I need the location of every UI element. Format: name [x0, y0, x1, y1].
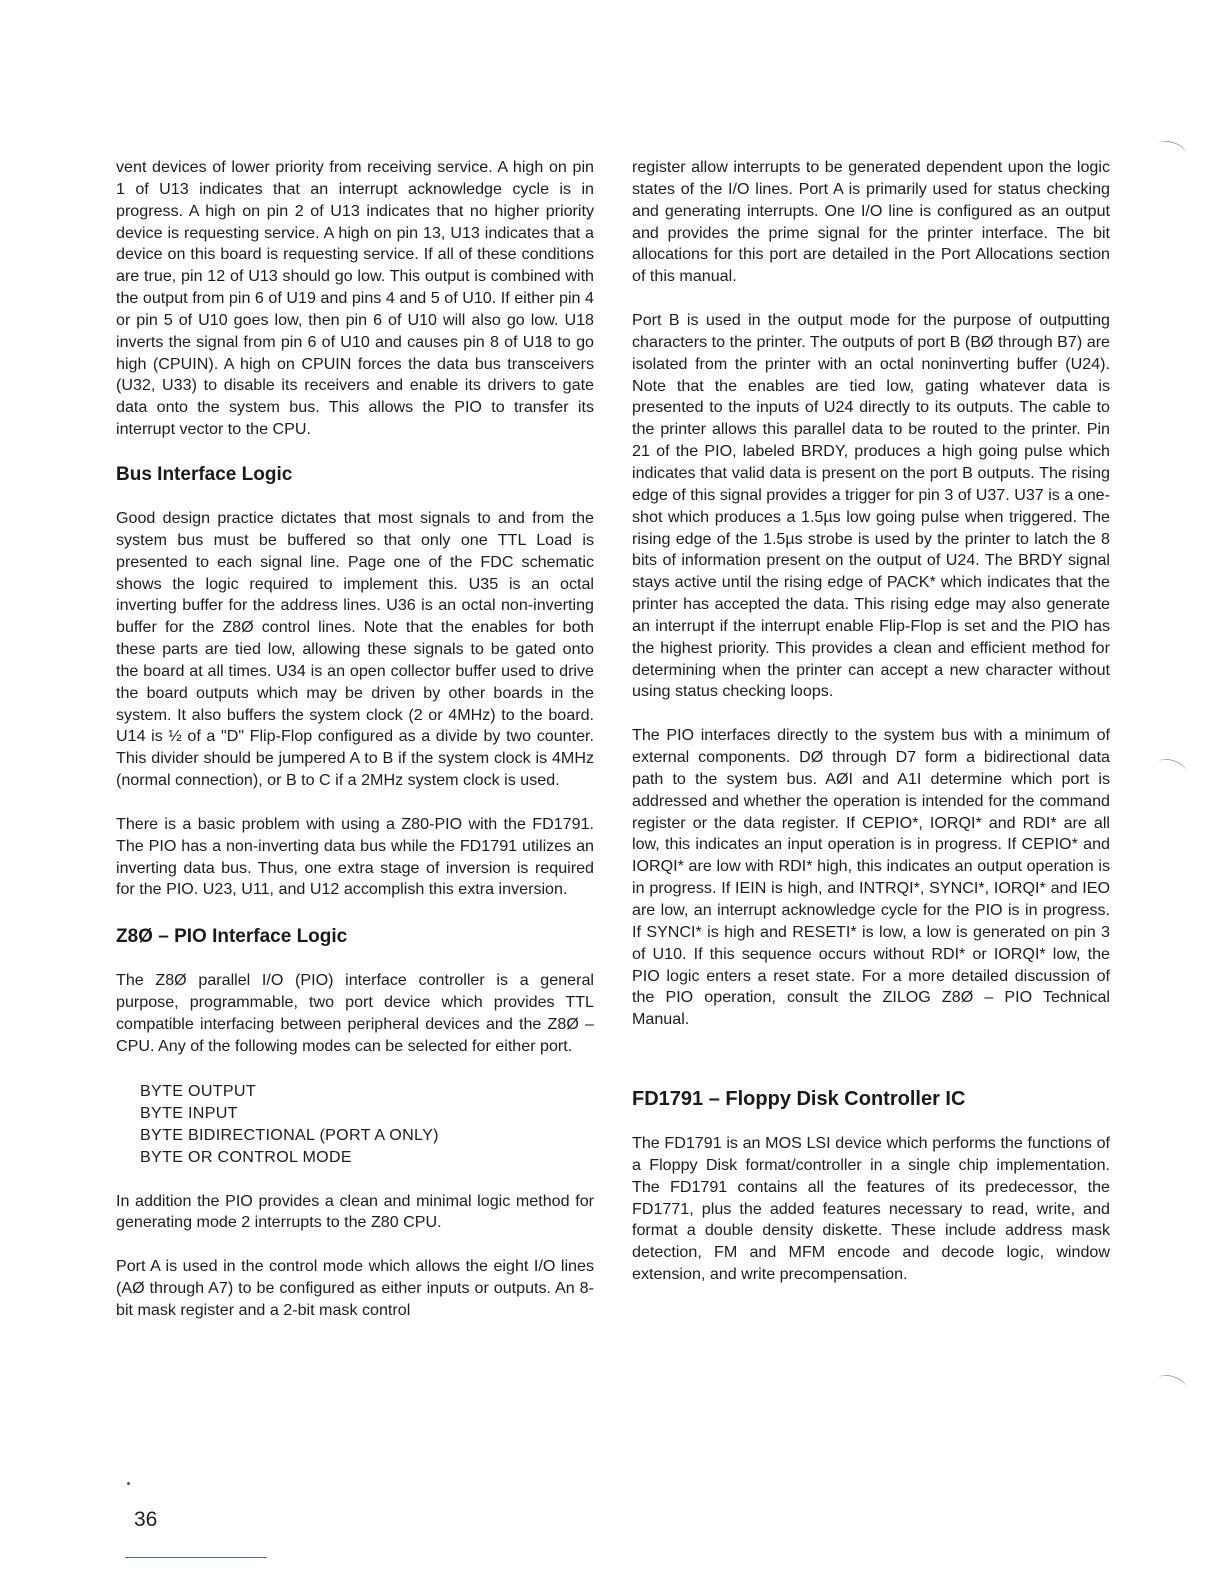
footer-rule [125, 1557, 267, 1558]
binder-hole-mark [1157, 756, 1188, 777]
paragraph-pio-system-bus: The PIO interfaces directly to the system bus with a minimum of external components. DØ through D7 form a bidirectional data path to the system bus. AØI and A1I determine which port is addressed and whether the operation is intended for the command register or the data register. If CEPIO*, IORQI* and RDI* are all low, this indicates an input operation is in progress. If CEPIO* and IORQI* are low with RDI* high, this indicates an output operation is in progress. If IEIN is high, and INTRQI*, SYNCI*, IORQI* and IEO are low, an interrupt acknowledge cycle for the PIO is in progress. If SYNCI* is high and RESETI* is low, a low is generated on pin 3 of U10. If this sequence occurs without RDI* or IORQI* low, the PIO logic enters a reset state. For a more detailed discussion of the PIO operation, consult the ZILOG Z8Ø – PIO Technical Manual. [632, 726, 1110, 1029]
paragraph-port-a: Port A is used in the control mode which allows the eight I/O lines (AØ through A7) to be configured as either inputs or outputs. An 8-bit mask register and a 2-bit mask control [116, 1257, 594, 1319]
paragraph-interrupt-priority: vent devices of lower priority from receiving service. A high on pin 1 of U13 indicates that an interrupt acknowledge cycle is in progress. A high on pin 2 of U13 indicates that no higher priority device is requesting service. A high on pin 13, U13 indicates that a device on this board is requesting service. If all of these conditions are true, pin 12 of U13 should go low. This output is combined with the output from pin 6 of U19 and pins 4 and 5 of U10. If either pin 4 or pin 5 of U10 goes low, then pin 6 of U10 will also go low. U18 inverts the signal from pin 6 of U10 and causes pin 8 of U18 to go high (CPUIN). A high on CPUIN forces the data bus transceivers (U32, U33) to disable its receivers and enable its drivers to gate data onto the system bus. This allows the PIO to transfer its interrupt vector to the CPU. [116, 158, 594, 439]
pio-mode-item: BYTE OR CONTROL MODE [140, 1148, 352, 1167]
pio-mode-item: BYTE INPUT [140, 1103, 238, 1122]
section-heading-fd1791: FD1791 – Floppy Disk Controller IC [632, 1088, 966, 1111]
section-heading-bus-interface-logic: Bus Interface Logic [116, 463, 293, 485]
paragraph-port-a-continued: register allow interrupts to be generated dependent upon the logic states of the I/O lines. Port A is primarily used for status checking and generating interrupts. One I/O line is configured as an output and provides the prime signal for the printer interface. The bit allocations for this port are detailed in the Port Allocations section of this manual. [632, 158, 1110, 286]
section-heading-z80-pio-interface-logic: Z8Ø – PIO Interface Logic [116, 926, 348, 948]
right-column [632, 157, 1110, 1286]
paragraph-inversion-problem: There is a basic problem with using a Z80-PIO with the FD1791. The PIO has a non-inverting data bus while the FD1791 utilizes an inverting data bus. Thus, one extra stage of inversion is required for the PIO. U23, U11, and U12 accomplish this extra inversion. [116, 814, 594, 899]
pio-mode-item: BYTE OUTPUT [140, 1081, 256, 1100]
paragraph-fd1791-description: The FD1791 is an MOS LSI device which performs the functions of a Floppy Disk format/controller in a single chip implementation. The FD1791 contains all the features of its predecessor, the FD1771, plus the added features necessary to read, write, and format a double density diskette. These include address mask detection, FM and MFM encode and decode logic, window extension, and write precompensation. [632, 1134, 1110, 1284]
paragraph-mode2-interrupts: In addition the PIO provides a clean and minimal logic method for generating mode 2 interrupts to the Z80 CPU. [116, 1191, 594, 1232]
page-number: 36 [134, 1508, 158, 1531]
left-column [116, 157, 594, 1322]
pio-mode-item: BYTE BIDIRECTIONAL (PORT A ONLY) [140, 1126, 439, 1145]
binder-hole-mark [1157, 138, 1188, 159]
paragraph-bus-buffering: Good design practice dictates that most signals to and from the system bus must be buffered so that only one TTL Load is presented to each signal line. Page one of the FDC schematic shows the logic required to implement this. U35 is an octal inverting buffer for the address lines. U36 is an octal non-inverting buffer for the Z8Ø control lines. Note that the enables for both these parts are tied low, allowing these signals to be gated onto the board at all times. U34 is an open collector buffer used to drive the board outputs which may be driven by other boards in the system. It also buffers the system clock (2 or 4MHz) to the board. U14 is ½ of a "D" Flip-Flop configured as a divide by two counter. This divider should be jumpered A to B if the system clock is 4MHz (normal connection), or B to C if a 2MHz system clock is used. [116, 508, 594, 790]
binder-hole-mark [1157, 1372, 1188, 1393]
pio-mode-list [140, 1080, 594, 1169]
scan-speck [127, 1482, 130, 1485]
paragraph-port-b: Port B is used in the output mode for the purpose of outputting characters to the printer. The outputs of port B (BØ through B7) are isolated from the printer with an octal noninverting buffer (U24). Note that the enables are tied low, gating whatever data is presented to the inputs of U24 directly to its outputs. The cable to the printer allows this parallel data to be routed to the printer. Pin 21 of the PIO, labeled BRDY, produces a high going pulse which indicates that valid data is present on the port B outputs. The rising edge of this signal provides a trigger for pin 3 of U37. U37 is a one-shot which produces a 1.5µs low going pulse when triggered. The rising edge of the 1.5µs strobe is used by the printer to latch the 8 bits of information present on the output of U24. The BRDY signal stays active until the rising edge of PACK* which indicates that the printer has accepted the data. This rising edge may also generate an interrupt if the interrupt enable Flip-Flop is set and the PIO has the highest priority. This provides a clean and efficient method for determining when the printer can accept a new character without using status checking loops. [632, 311, 1110, 701]
paragraph-pio-intro: The Z8Ø parallel I/O (PIO) interface controller is a general purpose, programmable, two port device which provides TTL compatible interfacing between peripheral devices and the Z8Ø –CPU. Any of the following modes can be selected for either port. [116, 971, 594, 1055]
